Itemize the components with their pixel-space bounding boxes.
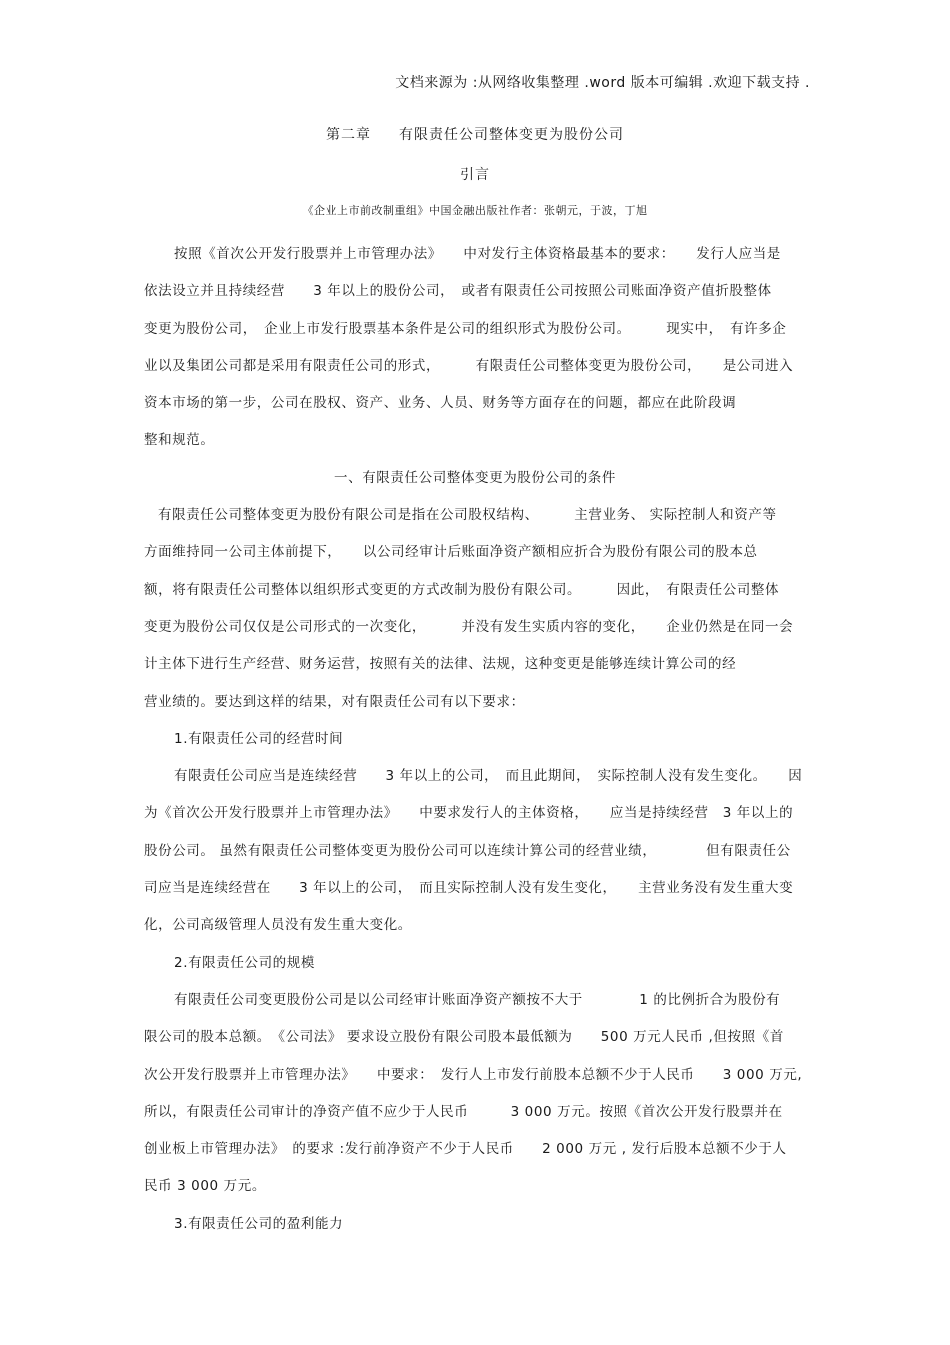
paragraph-line: 股份公司。 虽然有限责任公司整体变更为股份公司可以连续计算公司的经营业绩， 但有限责任公 xyxy=(144,842,791,859)
paragraph-line: 民币 3 000 万元。 xyxy=(144,1178,266,1195)
paragraph-line: 有限责任公司变更股份公司是以公司经审计账面净资产额按不大于 1 的比例折合为股份有 xyxy=(174,991,781,1008)
paragraph-line: 司应当是连续经营在 3 年以上的公司， 而且实际控制人没有发生变化， 主营业务没有发生重大变 xyxy=(144,880,794,897)
subsection-heading: 3.有限责任公司的盈利能力 xyxy=(174,1215,344,1232)
paragraph-line: 创业板上市管理办法》 的要求 :发行前净资产不少于人民币 2 000 万元 , 发行后股本总额不少于人 xyxy=(144,1141,787,1158)
paragraph-line: 业以及集团公司都是采用有限责任公司的形式， 有限责任公司整体变更为股份公司， 是公司进入 xyxy=(144,357,794,374)
header-note: 文档来源为 :从网络收集整理 .word 版本可编辑 .欢迎下载支持 . xyxy=(395,75,810,91)
paragraph-line: 次公开发行股票并上市管理办法》 中要求： 发行人上市发行前股本总额不少于人民币 3 000 万元, xyxy=(144,1066,803,1083)
paragraph-line: 变更为股份公司， 企业上市发行股票基本条件是公司的组织形式为股份公司。 现实中， 有许多企 xyxy=(144,320,787,337)
paragraph-line: 所以，有限责任公司审计的净资产值不应少于人民币 3 000 万元。按照《首次公开发行股票并在 xyxy=(144,1103,783,1120)
chapter-title xyxy=(0,124,950,144)
paragraph-line: 计主体下进行生产经营、财务运营，按照有关的法律、法规，这种变更是能够连续计算公司的经 xyxy=(144,656,737,673)
paragraph-line: 按照《首次公开发行股票并上市管理办法》 中对发行主体资格最基本的要求： 发行人应当是 xyxy=(174,246,781,262)
section-heading: 一、有限责任公司整体变更为股份公司的条件 xyxy=(334,469,616,486)
chapter-title-text: 有限责任公司整体变更为股份公司 xyxy=(399,127,624,143)
subtitle: 引言 xyxy=(460,167,490,183)
paragraph-line: 有限责任公司整体变更为股份有限公司是指在公司股权结构、 主营业务、 实际控制人和资产等 xyxy=(158,507,777,524)
paragraph-line: 营业绩的。要达到这样的结果，对有限责任公司有以下要求： xyxy=(144,693,525,710)
paragraph-line: 限公司的股本总额。 《公司法》 要求设立股份有限公司股本最低额为 500 万元人民币 ,但按照《首 xyxy=(144,1029,784,1046)
body-text xyxy=(144,236,806,1243)
paragraph-line: 为《首次公开发行股票并上市管理办法》 中要求发行人的主体资格， 应当是持续经营 3 年以上的 xyxy=(144,805,794,822)
subsection-heading: 2.有限责任公司的规模 xyxy=(174,954,315,971)
paragraph-line: 额，将有限责任公司整体以组织形式变更的方式改制为股份有限公司。 因此， 有限责任公司整体 xyxy=(144,581,780,598)
subsection-heading: 1.有限责任公司的经营时间 xyxy=(174,730,344,747)
paragraph-line: 资本市场的第一步，公司在股权、资产、业务、人员、财务等方面存在的问题，都应在此阶段调 xyxy=(144,395,737,412)
paragraph-line: 有限责任公司应当是连续经营 3 年以上的公司， 而且此期间， 实际控制人没有发生变化。 因 xyxy=(174,768,803,785)
paragraph-line: 变更为股份公司仅仅是公司形式的一次变化， 并没有发生实质内容的变化， 企业仍然是在同一会 xyxy=(144,618,794,635)
paragraph-line: 化，公司高级管理人员没有发生重大变化。 xyxy=(144,917,412,934)
source-citation: 《企业上市前改制重组》中国金融出版社作者：张朝元，于波，丁旭 xyxy=(302,204,648,217)
paragraph-line: 整和规范。 xyxy=(144,432,215,449)
paragraph-line: 依法设立并且持续经营 3 年以上的股份公司， 或者有限责任公司按照公司账面净资产值折股整体 xyxy=(144,283,772,300)
chapter-number: 第二章 xyxy=(326,127,371,143)
paragraph-line: 方面维持同一公司主体前提下， 以公司经审计后账面净资产额相应折合为股份有限公司的股本总 xyxy=(144,544,758,561)
